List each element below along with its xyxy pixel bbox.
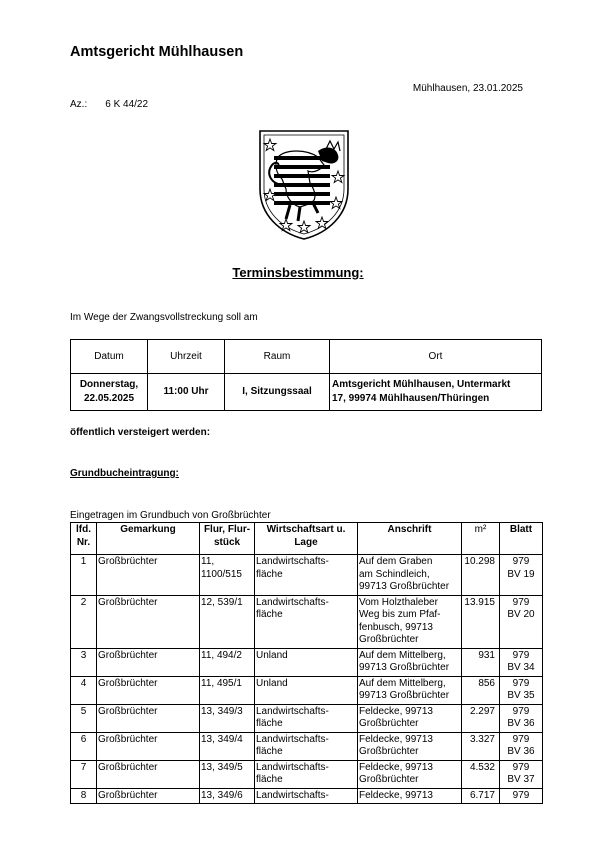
file-reference-label: Az.: xyxy=(70,99,88,110)
cell-nr: 1 xyxy=(71,555,97,596)
cell-blatt: 979 BV 36 xyxy=(500,732,543,760)
cell-anschrift: Feldecke, 99713 Großbrüchter xyxy=(358,704,462,732)
cell-wirtschaftsart: Landwirtschafts- fläche xyxy=(255,760,358,788)
auction-notice: öffentlich versteigert werden: xyxy=(70,427,211,438)
cell-flur: 13, 349/6 xyxy=(200,788,255,804)
column-header-flur: Flur, Flur- stück xyxy=(200,523,255,555)
cell-blatt: 979 BV 35 xyxy=(500,676,543,704)
column-header-place: Ort xyxy=(330,340,542,374)
cell-gemarkung: Großbrüchter xyxy=(97,704,200,732)
cell-nr: 2 xyxy=(71,595,97,648)
cell-wirtschaftsart: Landwirtschafts- fläche xyxy=(255,595,358,648)
date-weekday: Donnerstag, xyxy=(79,379,139,390)
cell-anschrift: Auf dem Mittelberg, 99713 Großbrüchter xyxy=(358,648,462,676)
column-header-time: Uhrzeit xyxy=(148,340,225,374)
cell-m2: 2.297 xyxy=(462,704,500,732)
cell-gemarkung: Großbrüchter xyxy=(97,676,200,704)
cell-m2: 10.298 xyxy=(462,555,500,596)
cell-m2: 3.327 xyxy=(462,732,500,760)
column-header-gemarkung: Gemarkung xyxy=(97,523,200,555)
table-row xyxy=(71,555,543,596)
column-header-nr: lfd. Nr. xyxy=(71,523,97,555)
appointment-room: I, Sitzungssaal xyxy=(225,374,330,411)
file-reference-value: 6 K 44/22 xyxy=(105,99,149,110)
table-row xyxy=(71,676,543,704)
cell-flur: 13, 349/4 xyxy=(200,732,255,760)
cell-wirtschaftsart: Landwirtschafts- xyxy=(255,788,358,804)
cell-m2: 13.915 xyxy=(462,595,500,648)
column-header-room: Raum xyxy=(225,340,330,374)
cell-gemarkung: Großbrüchter xyxy=(97,555,200,596)
cell-anschrift: Feldecke, 99713 Großbrüchter xyxy=(358,732,462,760)
land-register-heading: Grundbucheintragung: xyxy=(70,468,179,479)
table-row xyxy=(71,648,543,676)
column-header-blatt: Blatt xyxy=(500,523,543,555)
appointment-row xyxy=(71,374,542,411)
column-header-anschrift: Anschrift xyxy=(358,523,462,555)
appointment-date xyxy=(71,374,148,411)
cell-blatt: 979 BV 36 xyxy=(500,704,543,732)
land-register-table xyxy=(70,522,543,804)
coat-of-arms-emblem xyxy=(256,127,352,242)
cell-wirtschaftsart: Unland xyxy=(255,676,358,704)
appointment-place xyxy=(330,374,542,411)
cell-gemarkung: Großbrüchter xyxy=(97,648,200,676)
cell-flur: 13, 349/5 xyxy=(200,760,255,788)
cell-m2: 6.717 xyxy=(462,788,500,804)
cell-flur: 11, 495/1 xyxy=(200,676,255,704)
court-name: Amtsgericht Mühlhausen xyxy=(70,44,244,60)
place-line-1: Amtsgericht Mühlhausen, Untermarkt xyxy=(332,379,511,390)
cell-blatt: 979 BV 34 xyxy=(500,648,543,676)
cell-gemarkung: Großbrüchter xyxy=(97,788,200,804)
appointment-header-row xyxy=(71,340,542,374)
cell-anschrift: Auf dem Graben am Schindleich, 99713 Großbrüchter xyxy=(358,555,462,596)
intro-text: Im Wege der Zwangsvollstreckung soll am xyxy=(70,312,258,323)
cell-gemarkung: Großbrüchter xyxy=(97,732,200,760)
table-row xyxy=(71,760,543,788)
cell-blatt: 979 BV 19 xyxy=(500,555,543,596)
cell-anschrift: Feldecke, 99713 xyxy=(358,788,462,804)
land-register-intro: Eingetragen im Grundbuch von Großbrüchter xyxy=(70,510,271,521)
table-row xyxy=(71,704,543,732)
cell-anschrift: Auf dem Mittelberg, 99713 Großbrüchter xyxy=(358,676,462,704)
cell-flur: 13, 349/3 xyxy=(200,704,255,732)
cell-blatt: 979 xyxy=(500,788,543,804)
column-header-date: Datum xyxy=(71,340,148,374)
cell-flur: 11, 1100/515 xyxy=(200,555,255,596)
date-value: 22.05.2025 xyxy=(83,393,135,404)
cell-nr: 8 xyxy=(71,788,97,804)
appointment-table xyxy=(70,339,542,411)
table-row xyxy=(71,732,543,760)
appointment-time: 11:00 Uhr xyxy=(148,374,225,411)
cell-nr: 6 xyxy=(71,732,97,760)
column-header-m2: m² xyxy=(462,523,500,555)
cell-blatt: 979 BV 37 xyxy=(500,760,543,788)
cell-anschrift: Vom Holzthaleber Weg bis zum Pfaf- fenbusch, 99713 Großbrüchter xyxy=(358,595,462,648)
cell-flur: 12, 539/1 xyxy=(200,595,255,648)
cell-m2: 4.532 xyxy=(462,760,500,788)
cell-m2: 856 xyxy=(462,676,500,704)
table-row xyxy=(71,595,543,648)
cell-nr: 7 xyxy=(71,760,97,788)
cell-anschrift: Feldecke, 99713 Großbrüchter xyxy=(358,760,462,788)
cell-blatt: 979 BV 20 xyxy=(500,595,543,648)
land-register-header-row xyxy=(71,523,543,555)
column-header-wirtschaftsart: Wirtschaftsart u. Lage xyxy=(255,523,358,555)
cell-nr: 4 xyxy=(71,676,97,704)
cell-flur: 11, 494/2 xyxy=(200,648,255,676)
cell-wirtschaftsart: Landwirtschafts- fläche xyxy=(255,732,358,760)
cell-wirtschaftsart: Landwirtschafts- fläche xyxy=(255,704,358,732)
table-row xyxy=(71,788,543,804)
cell-gemarkung: Großbrüchter xyxy=(97,595,200,648)
cell-wirtschaftsart: Landwirtschafts- fläche xyxy=(255,555,358,596)
cell-wirtschaftsart: Unland xyxy=(255,648,358,676)
cell-gemarkung: Großbrüchter xyxy=(97,760,200,788)
page-title: Terminsbestimmung: xyxy=(232,265,364,280)
place-line-2: 17, 99974 Mühlhausen/Thüringen xyxy=(332,393,490,404)
cell-nr: 5 xyxy=(71,704,97,732)
cell-nr: 3 xyxy=(71,648,97,676)
cell-m2: 931 xyxy=(462,648,500,676)
place-date: Mühlhausen, 23.01.2025 xyxy=(412,83,523,94)
file-reference xyxy=(70,99,148,110)
